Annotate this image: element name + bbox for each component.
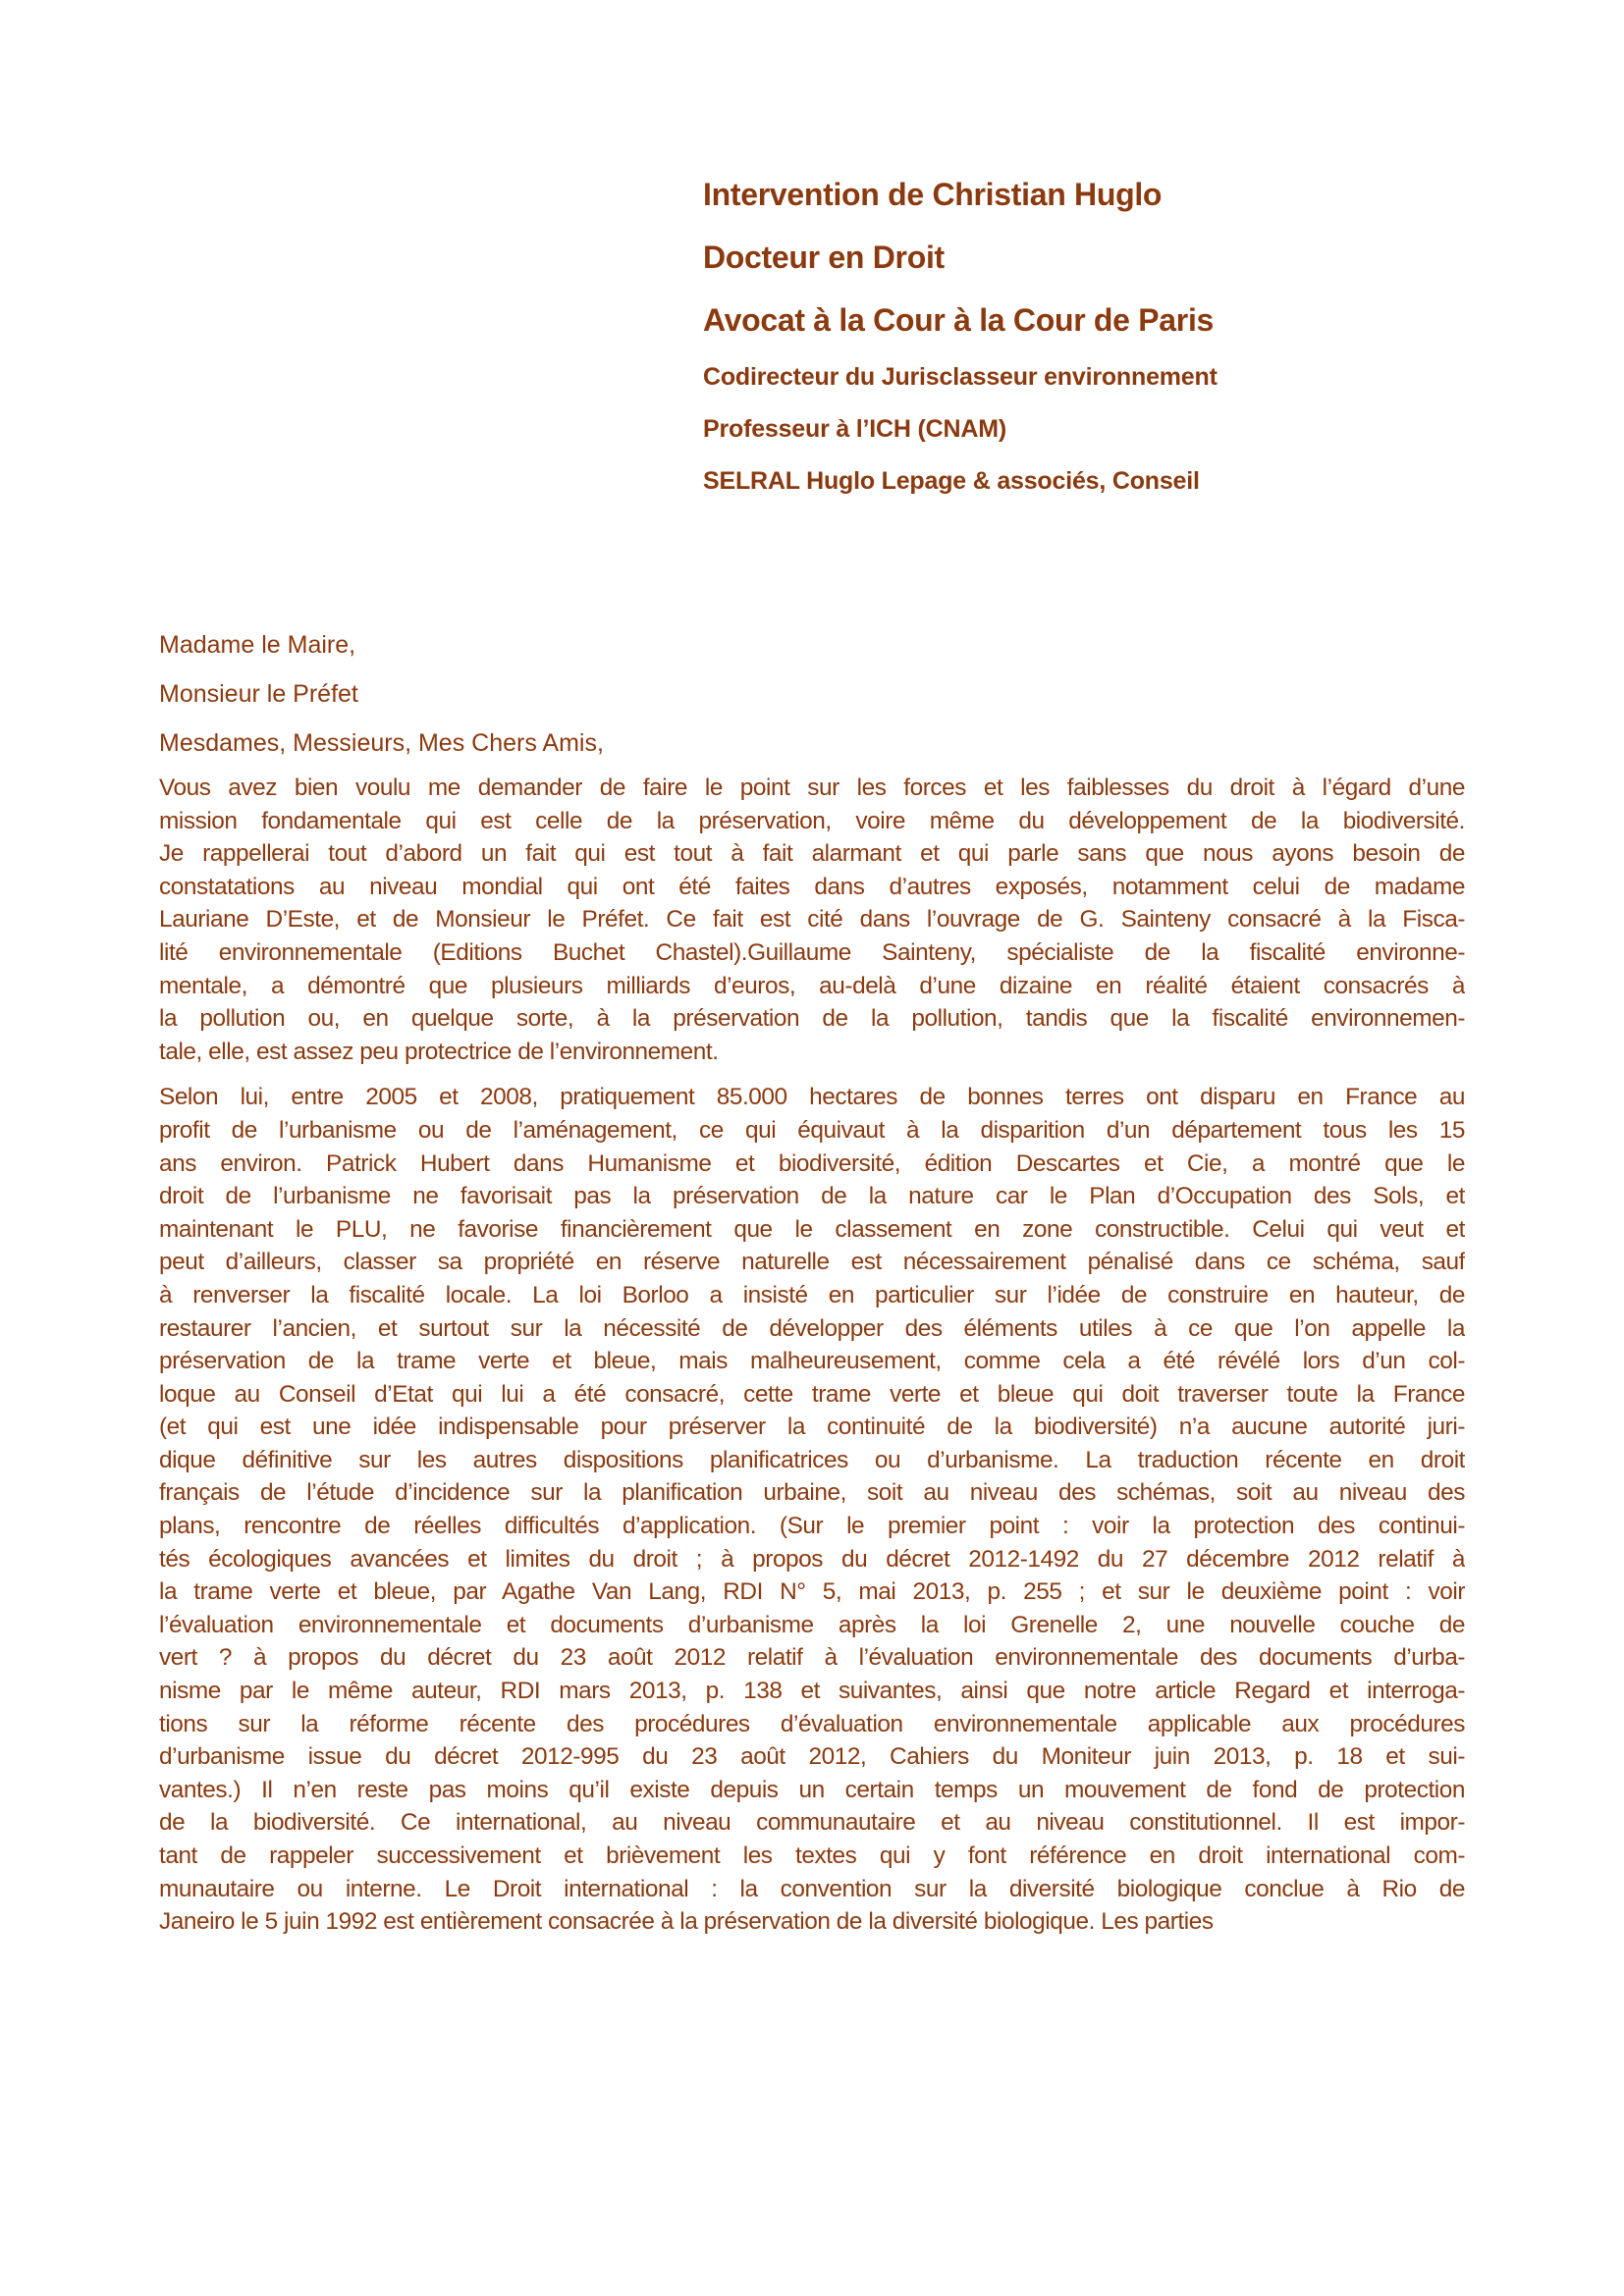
- paragraph-line: la trame verte et bleue, par Agathe Van Lang, RDI N° 5, mai 2013, p. 255 ; et sur le deuxième point : voir: [159, 1578, 1465, 1606]
- paragraph: [159, 772, 1465, 1068]
- salutation-prefet: Monsieur le Préfet: [159, 680, 358, 708]
- paragraph-line: vantes.) Il n’en reste pas moins qu’il existe depuis un certain temps un mouvement de fond de protection: [159, 1776, 1465, 1803]
- paragraph-line: mission fondamentale qui est celle de la préservation, voire même du développement de la biodiversité.: [159, 807, 1465, 834]
- paragraph-line: Vous avez bien voulu me demander de faire le point sur les forces et les faiblesses du droit à l’égard d’une: [159, 774, 1465, 801]
- paragraph-line: dique définitive sur les autres dispositions planificatrices ou d’urbanisme. La traduction récente en droit: [159, 1446, 1465, 1473]
- paragraph-line: Selon lui, entre 2005 et 2008, pratiquement 85.000 hectares de bonnes terres ont disparu en France au: [159, 1084, 1465, 1111]
- paragraph-line: maintenant le PLU, ne favorise financièrement que le classement en zone constructible. Celui qui veut et: [159, 1215, 1465, 1243]
- author-role-professeur: Professeur à l’ICH (CNAM): [703, 415, 1006, 443]
- paragraph-line: à renverser la fiscalité locale. La loi Borloo a insisté en particulier sur l’idée de construire en hauteur, de: [159, 1281, 1465, 1308]
- paragraph-line: mentale, a démontré que plusieurs milliards d’euros, au-delà d’une dizaine en réalité étaient consacrés à: [159, 972, 1465, 999]
- paragraph-line: de la biodiversité. Ce international, au niveau communautaire et au niveau constitutionnel. Il est impor-: [159, 1809, 1465, 1837]
- author-header: [703, 163, 1218, 507]
- paragraph-line: ans environ. Patrick Hubert dans Humanisme et biodiversité, édition Descartes et Cie, a montré que le: [159, 1149, 1465, 1177]
- paragraph-line: tés écologiques avancées et limites du droit ; à propos du décret 2012-1492 du 27 décembre 2012 relatif à: [159, 1545, 1465, 1573]
- salutation-maire: Madame le Maire,: [159, 631, 356, 659]
- paragraph-line: la pollution ou, en quelque sorte, à la préservation de la pollution, tandis que la fiscalité environnemen-: [159, 1005, 1465, 1033]
- paragraph-line: lité environnementale (Editions Buchet Chastel).Guillaume Sainteny, spécialiste de la fiscalité environne-: [159, 938, 1465, 966]
- paragraph-line: peut d’ailleurs, classer sa propriété en réserve naturelle est nécessairement pénalisé dans ce schéma, sauf: [159, 1249, 1465, 1276]
- paragraph-line: munautaire ou interne. Le Droit international : la convention sur la diversité biologique conclue à Rio de: [159, 1875, 1465, 1902]
- paragraph-line: l’évaluation environnementale et documents d’urbanisme après la loi Grenelle 2, une nouvelle couche de: [159, 1611, 1465, 1638]
- paragraph-line: nisme par le même auteur, RDI mars 2013, p. 138 et suivantes, ainsi que notre article Regard et interroga-: [159, 1678, 1465, 1705]
- paragraph-line: tant de rappeler successivement et brièvement les textes qui y font référence en droit international com-: [159, 1842, 1465, 1869]
- paragraph-line: restaurer l’ancien, et surtout sur la nécessité de développer des éléments utiles à ce que l’on appelle la: [159, 1314, 1465, 1342]
- author-role-codirecteur: Codirecteur du Jurisclasseur environnement: [703, 363, 1218, 391]
- paragraph-line: Janeiro le 5 juin 1992 est entièrement consacrée à la préservation de la diversité biologique. Les parties: [159, 1908, 1214, 1936]
- paragraph-line: tale, elle, est assez peu protectrice de l’environnement.: [159, 1038, 719, 1065]
- paragraph-line: plans, rencontre de réelles difficultés d’application. (Sur le premier point : voir la protection des continui-: [159, 1513, 1465, 1540]
- author-firm: SELRAL Huglo Lepage & associés, Conseil: [703, 467, 1200, 495]
- paragraph-line: tions sur la réforme récente des procédures d’évaluation environnementale applicable aux procédures: [159, 1710, 1465, 1737]
- paragraph-line: d’urbanisme issue du décret 2012-995 du 23 août 2012, Cahiers du Moniteur juin 2013, p. 18 et sui-: [159, 1743, 1465, 1771]
- paragraph-line: français de l’étude d’incidence sur la planification urbaine, soit au niveau des schémas, soit au niveau des: [159, 1479, 1465, 1507]
- author-title: Avocat à la Cour à la Cour de Paris: [703, 302, 1215, 338]
- paragraph-line: vert ? à propos du décret du 23 août 2012 relatif à l’évaluation environnementale des documents d’urba-: [159, 1644, 1465, 1672]
- paragraph: [159, 1081, 1465, 1938]
- author-degree: Docteur en Droit: [703, 240, 945, 275]
- paragraph-line: droit de l’urbanisme ne favorisait pas la préservation de la nature car le Plan d’Occupation des Sols, et: [159, 1183, 1465, 1210]
- paragraph-line: constatations au niveau mondial qui ont été faites dans d’autres exposés, notamment celui de madame: [159, 873, 1465, 900]
- paragraph-line: profit de l’urbanisme ou de l’aménagement, ce qui équivaut à la disparition d’un département tous les 15: [159, 1116, 1465, 1144]
- paragraph-line: Je rappellerai tout d’abord un fait qui est tout à fait alarmant et qui parle sans que nous ayons besoin de: [159, 840, 1465, 868]
- paragraph-line: préservation de la trame verte et bleue, mais malheureusement, comme cela a été révélé lors d’un col-: [159, 1348, 1465, 1375]
- paragraph-line: Lauriane D’Este, et de Monsieur le Préfet. Ce fait est cité dans l’ouvrage de G. Sainteny consacré à la Fisca-: [159, 906, 1465, 934]
- paragraph-line: (et qui est une idée indispensable pour préserver la continuité de la biodiversité) n’a aucune autorité juri-: [159, 1414, 1465, 1441]
- paragraph-line: loque au Conseil d’Etat qui lui a été consacré, cette trame verte et bleue qui doit traverser toute la France: [159, 1380, 1465, 1408]
- title-intervention: Intervention de Christian Huglo: [703, 177, 1163, 212]
- salutation-general: Mesdames, Messieurs, Mes Chers Amis,: [159, 729, 604, 757]
- letter-body: [159, 620, 1465, 1939]
